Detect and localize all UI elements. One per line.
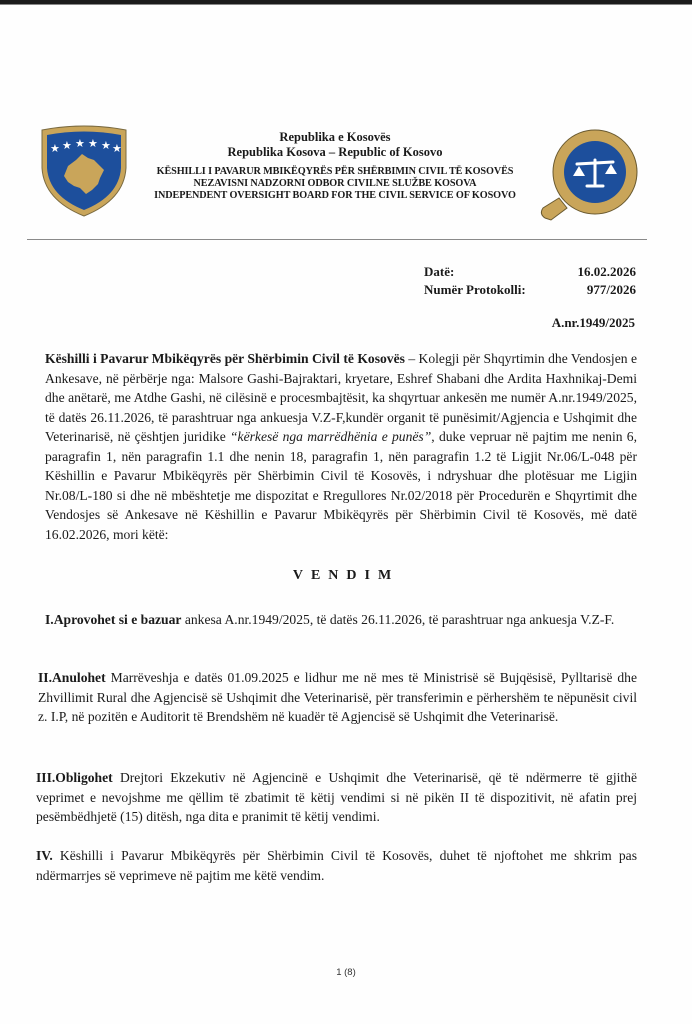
point-2-bold: II.Anulohet [38,670,106,685]
point-3-text: Drejtori Ekzekutiv në Agjencinë e Ushqimit dhe Veterinarisë, që të ndërmerre të gjithë veprimet e nevojshme me qëllim të zbatimit të këtij vendimi si në pikën II të dispozitivit, në afatin prej pesëmbëdhjetë (15) ditësh, nga dita e pranimit të këtij vendimi. [36,770,637,824]
intro-paragraph [45,349,637,544]
svg-text:★: ★ [75,137,85,150]
intro-text-a: – Kolegji për Shqyrtimin dhe Vendosjen e Ankesave, në përbërje nga: Malsore Gashi-Bajraktari, kryetare, Eshref Shabani dhe Ardita Haxhnikaj-Demi dhe anëtarë, me Atdhe Gashi, në cilësinë e procesmbajtësit, ka shqyrtuar ankesën me numër A.nr.1949/2025, të datës 26.11.2026, të parashtruar nga ankuesja V.Z-F,kundër organit të punësimit/Agjencia e Ushqimit dhe Veterinarisë, në çështjen juridike [45,351,637,444]
protocol-label: Numër Protokolli: [424,282,526,297]
top-bar [0,0,692,5]
intro-italic-subject: “kërkesë nga marrëdhënia e punës” [230,429,432,444]
intro-text-b: , duke vepruar në pajtim me nenin 6, paragrafin 1, nën paragrafin 1.1 dhe nenin 18, paragrafin 1, nën paragrafin 1.2 të Ligjit Nr.06/L-048 për Këshillin e Pavarur Mbikëqyrës për Shërbimin Civil të Kosovës, i ndryshuar dhe plotësuar me Ligjin Nr.08/L-180 si dhe në mbështetje me dispozitat e Rregullores Nr.02/2018 për Procedurën e Shqyrtimit dhe Vendosjes së Ankesave në Këshillin e Pavarur Mbikëqyrës për Shërbimin Civil të Kosovës, më datë 16.02.2026, mori këtë: [45,429,637,542]
svg-text:★: ★ [62,139,72,152]
intro-bold-lead: Këshilli i Pavarur Mbikëqyrës për Shërbimin Civil të Kosovës [45,351,405,366]
date-row [424,263,636,281]
decision-point-4 [36,846,637,885]
decision-point-1 [45,610,637,630]
page-number: 1 (8) [336,967,356,978]
point-3-bold: III.Obligohet [36,770,113,785]
point-1-text: ankesa A.nr.1949/2025, të datës 26.11.2026, të parashtruar nga ankuesja V.Z-F. [181,612,615,627]
document-meta [424,263,636,299]
letterhead [130,130,540,202]
point-4-text: Këshilli i Pavarur Mbikëqyrës për Shërbimin Civil të Kosovës, duhet të njoftohet me shkrim pas ndërmarrjes së veprimeve në pajtim me këtë vendim. [36,848,637,883]
case-number: A.nr.1949/2025 [551,315,635,330]
point-1-bold: I.Aprovohet si e bazuar [45,612,182,627]
decision-title: VENDIM [292,568,400,583]
svg-text:★: ★ [101,139,111,152]
protocol-value: 977/2026 [586,282,636,297]
point-4-bold: IV. [36,848,53,863]
decision-point-3 [36,768,637,827]
letterhead-line-4: NEZAVISNI NADZORNI ODBOR CIVILNE SLUŽBE KOSOVA [193,178,477,189]
svg-text:★: ★ [50,142,60,155]
point-2-text: Marrëveshja e datës 01.09.2025 e lidhur me në mes të Ministrisë së Bujqësisë, Pylltarisë dhe Zhvillimit Rural dhe Agjencisë së Ushqimit dhe Veterinarisë, për transferimin e përhershëm te nëpunësit civil z. I.P, në pozitën e Auditorit të Brendshëm në kuadër të Agjencisë së Ushqimit dhe Veterinarisë. [38,670,637,724]
letterhead-line-5: INDEPENDENT OVERSIGHT BOARD FOR THE CIVIL SERVICE OF KOSOVO [154,190,516,201]
scales-of-justice-seal-icon [537,128,641,224]
date-label: Datë: [424,264,455,279]
header-divider [27,239,647,240]
letterhead-line-2: Republika Kosova – Republic of Kosovo [227,145,443,159]
decision-point-2 [38,668,637,727]
svg-text:★: ★ [88,137,98,150]
svg-text:★: ★ [112,142,122,155]
kosovo-coat-of-arms-icon [38,124,130,218]
letterhead-line-3: KËSHILLI I PAVARUR MBIKËQYRËS PËR SHËRBIMIN CIVIL TË KOSOVËS [156,166,514,177]
date-value: 16.02.2026 [577,264,636,279]
protocol-row [424,281,636,299]
letterhead-line-1: Republika e Kosovës [279,130,391,144]
